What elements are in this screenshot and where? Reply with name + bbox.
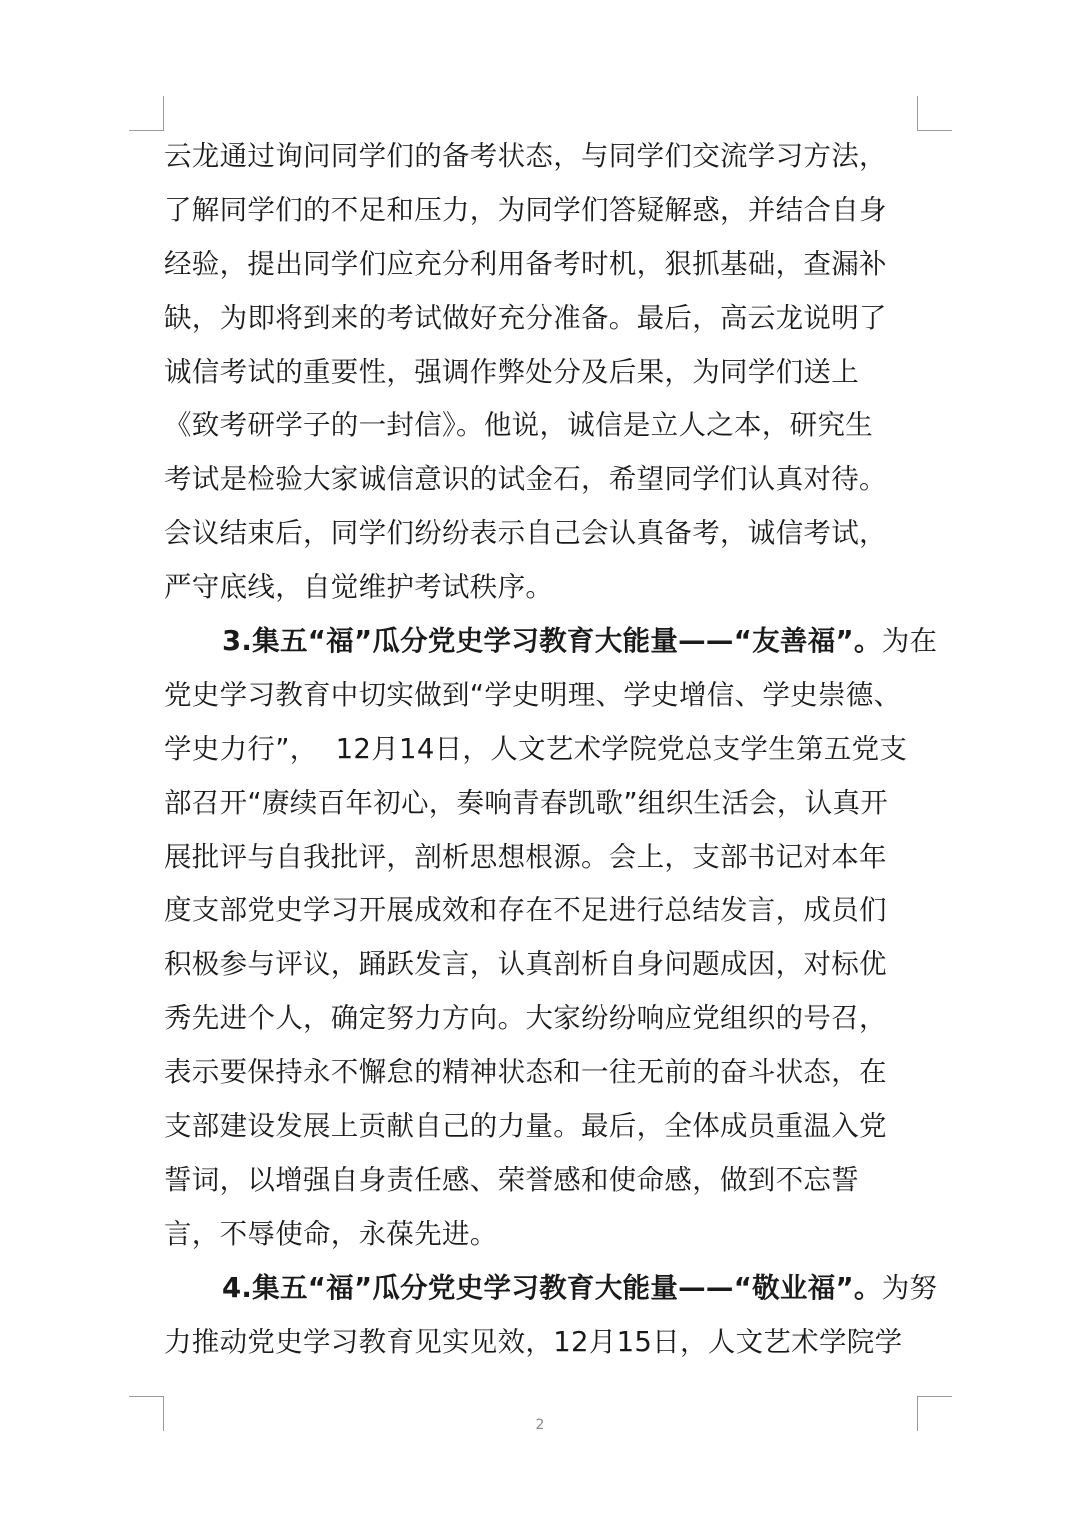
heading-line-rest: 为在 <box>881 625 938 658</box>
document-body <box>164 130 938 1369</box>
text-line: 誓词，以增强自身责任感、荣誉感和使命感，做到不忘誓 <box>164 1163 859 1196</box>
paragraph-1 <box>164 130 918 615</box>
text-line: 《致考研学子的一封信》。他说，诚信是立人之本，研究生 <box>164 409 874 442</box>
section-heading-line <box>164 615 938 669</box>
text-line: 度支部党史学习开展成效和存在不足进行总结发言，成员们 <box>164 894 887 927</box>
margin-corner-top-left <box>129 96 164 131</box>
text-line: 秀先进个人，确定努力方向。大家纷纷响应党组织的号召， <box>164 1002 887 1035</box>
section-heading: 3.集五“福”瓜分党史学习教育大能量——“友善福”。 <box>222 625 882 658</box>
section-heading: 4.集五“福”瓜分党史学习教育大能量——“敬业福”。 <box>222 1271 882 1304</box>
text-line: 云龙通过询问同学们的备考状态，与同学们交流学习方法， <box>164 140 887 172</box>
text-line: 经验，提出同学们应充分利用备考时机，狠抓基础，查漏补 <box>164 247 887 280</box>
heading-line-rest: 为努 <box>881 1271 938 1304</box>
text-line: 部召开“赓续百年初心，奏响青春凯歌”组织生活会，认真开 <box>164 786 889 819</box>
text-line: 党史学习教育中切实做到“学史明理、学史增信、学史崇德、 <box>164 678 902 711</box>
text-line: 会议结束后，同学们纷纷表示自己会认真备考，诚信考试， <box>164 517 887 550</box>
text-line: 严守底线，自觉维护考试秩序。 <box>164 571 554 604</box>
text-line: 诚信考试的重要性，强调作弊处分及后果，为同学们送上 <box>164 355 859 388</box>
paragraph-2 <box>164 615 938 1262</box>
text-line: 表示要保持永不懈怠的精神状态和一往无前的奋斗状态，在 <box>164 1056 887 1089</box>
text-line: 力推动党史学习教育见实见效，12月15日，人文艺术学院学 <box>164 1325 903 1358</box>
text-line: 言，不辱使命，永葆先进。 <box>164 1217 498 1250</box>
text-line: 学史力行”， 12月14日，人文艺术学院党总支学生第五党支 <box>164 732 908 765</box>
text-line: 支部建设发展上贡献自己的力量。最后，全体成员重温入党 <box>164 1110 887 1143</box>
text-line: 缺，为即将到来的考试做好充分准备。最后，高云龙说明了 <box>164 301 887 334</box>
text-line: 了解同学们的不足和压力，为同学们答疑解惑，并结合自身 <box>164 193 887 226</box>
margin-corner-top-right <box>917 96 952 131</box>
paragraph-3 <box>164 1262 938 1370</box>
text-line: 展批评与自我批评，剖析思想根源。会上，支部书记对本年 <box>164 840 887 873</box>
page-number: 2 <box>535 1417 545 1433</box>
section-heading-line <box>164 1262 938 1316</box>
text-line: 积极参与评议，踊跃发言，认真剖析自身问题成因，对标优 <box>164 948 887 981</box>
text-line: 考试是检验大家诚信意识的试金石，希望同学们认真对待。 <box>164 463 887 496</box>
